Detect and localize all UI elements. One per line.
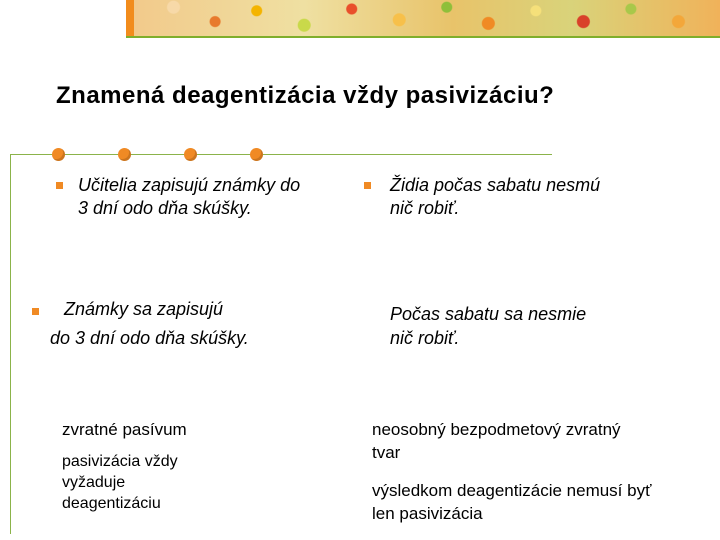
bullet-icon [56, 182, 63, 189]
note-right-line2: len pasivizácia [372, 504, 483, 523]
label-reflexive-passive: zvratné pasívum [62, 420, 187, 439]
bullet-icon [364, 182, 371, 189]
note-right-line1: výsledkom deagentizácie nemusí byť [372, 481, 652, 500]
label-impersonal-reflexive-line2: tvar [372, 443, 401, 462]
example-sentence-active-line2: 3 dní odo dňa skúšky. [78, 198, 252, 218]
banner-accent-bar [126, 0, 134, 36]
decorative-dot [118, 148, 131, 161]
decorative-banner [126, 0, 720, 38]
example-sentence-passive-line1: Známky sa zapisujú [64, 299, 224, 319]
slide-title: Znamená deagentizácia vždy pasivizáciu? [56, 82, 555, 109]
example-sentence-passive-line2: do 3 dní odo dňa skúšky. [50, 328, 249, 348]
example-sentence-right-active-line1: Židia počas sabatu nesmú [390, 175, 601, 195]
label-impersonal-reflexive-line1: neosobný bezpodmetový zvratný [372, 420, 621, 439]
note-line1: pasivizácia vždy [62, 453, 178, 470]
note-line3: deagentizáciu [62, 495, 161, 512]
example-sentence-active-line1: Učitelia zapisujú známky do [78, 175, 301, 195]
decorative-dot [52, 148, 65, 161]
example-sentence-right-impersonal-line1: Počas sabatu sa nesmie [390, 304, 587, 324]
example-sentence-right-active-line2: nič robiť. [390, 198, 460, 218]
decorative-dot [250, 148, 263, 161]
note-line2: vyžaduje [62, 474, 126, 491]
decorative-dot [184, 148, 197, 161]
example-sentence-right-impersonal-line2: nič robiť. [390, 328, 460, 348]
vertical-rule [10, 154, 11, 534]
bullet-icon [32, 308, 39, 315]
horizontal-rule [10, 154, 552, 155]
